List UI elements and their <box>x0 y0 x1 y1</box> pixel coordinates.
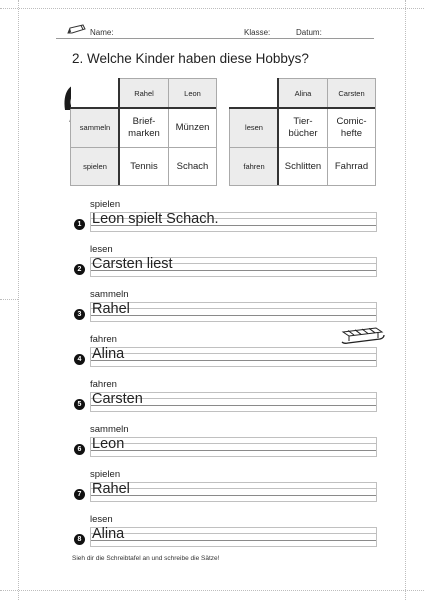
pencil-icon <box>66 24 88 36</box>
exercise-number: 7 <box>74 489 85 500</box>
exercise-number: 3 <box>74 309 85 320</box>
header-rule <box>56 38 374 39</box>
writing-lines <box>90 347 377 367</box>
table-divider <box>229 107 375 109</box>
row-label: sammeln <box>71 109 120 148</box>
answer-text: Alina <box>92 526 125 542</box>
exercise-4 <box>74 334 378 384</box>
exercise-2 <box>74 244 378 294</box>
exercise-7 <box>74 469 378 519</box>
exercise-5 <box>74 379 378 429</box>
exercise-number: 6 <box>74 444 85 455</box>
class-label: Klasse: <box>244 28 271 37</box>
exercise-3 <box>74 289 378 339</box>
hobby-hint: lesen <box>90 514 113 525</box>
writing-lines <box>90 482 377 502</box>
answer-text: Rahel <box>92 481 130 497</box>
hobby-hint: lesen <box>90 244 113 255</box>
table-divider <box>277 78 279 185</box>
exercise-number: 4 <box>74 354 85 365</box>
table-corner <box>71 79 120 109</box>
row-label: fahren <box>230 148 279 186</box>
table-cell: Münzen <box>169 109 217 148</box>
answer-text: Carsten liest <box>92 256 173 272</box>
table-divider <box>118 78 120 185</box>
table-cell: Fahrrad <box>328 148 376 186</box>
hobby-hint: sammeln <box>90 289 129 300</box>
answer-text: Leon spielt Schach. <box>92 211 219 227</box>
writing-lines <box>90 437 377 457</box>
row-label: spielen <box>71 148 120 186</box>
answer-text: Alina <box>92 346 125 362</box>
column-header: Alina <box>279 79 328 109</box>
exercise-number: 2 <box>74 264 85 275</box>
frame-top-guide <box>0 8 424 9</box>
column-header: Carsten <box>328 79 376 109</box>
table-cell: Comic- hefte <box>328 109 376 148</box>
column-header: Leon <box>169 79 217 109</box>
margin-mark <box>0 299 18 300</box>
exercise-number: 1 <box>74 219 85 230</box>
table-cell: Schach <box>169 148 217 186</box>
writing-lines <box>90 302 377 322</box>
table-cell: Schlitten <box>279 148 328 186</box>
hobby-hint: fahren <box>90 334 117 345</box>
exercise-6 <box>74 424 378 474</box>
date-label: Datum: <box>296 28 322 37</box>
hobby-hint: sammeln <box>90 424 129 435</box>
answer-text: Carsten <box>92 391 143 407</box>
instruction-footer: Sieh dir die Schreibtafel an und schreibe die Sätze! <box>72 555 220 562</box>
exercise-1 <box>74 199 378 249</box>
hobby-table-right <box>229 78 376 186</box>
table-divider <box>70 107 216 109</box>
name-label: Name: <box>90 28 114 37</box>
answer-text: Leon <box>92 436 125 452</box>
answer-text: Rahel <box>92 301 130 317</box>
exercise-number: 5 <box>74 399 85 410</box>
writing-lines <box>90 527 377 547</box>
frame-right-guide <box>405 0 406 600</box>
table-cell: Brief- marken <box>120 109 169 148</box>
hobby-hint: spielen <box>90 199 121 210</box>
column-header: Rahel <box>120 79 169 109</box>
frame-bottom-guide <box>0 590 424 591</box>
hobby-hint: fahren <box>90 379 117 390</box>
table-cell: Tier- bücher <box>279 109 328 148</box>
exercise-title: 2. Welche Kinder haben diese Hobbys? <box>72 51 309 66</box>
hobby-hint: spielen <box>90 469 121 480</box>
hobby-table-left <box>70 78 217 186</box>
table-cell: Tennis <box>120 148 169 186</box>
table-corner <box>230 79 279 109</box>
row-label: lesen <box>230 109 279 148</box>
frame-left-guide <box>18 0 19 600</box>
exercise-number: 8 <box>74 534 85 545</box>
